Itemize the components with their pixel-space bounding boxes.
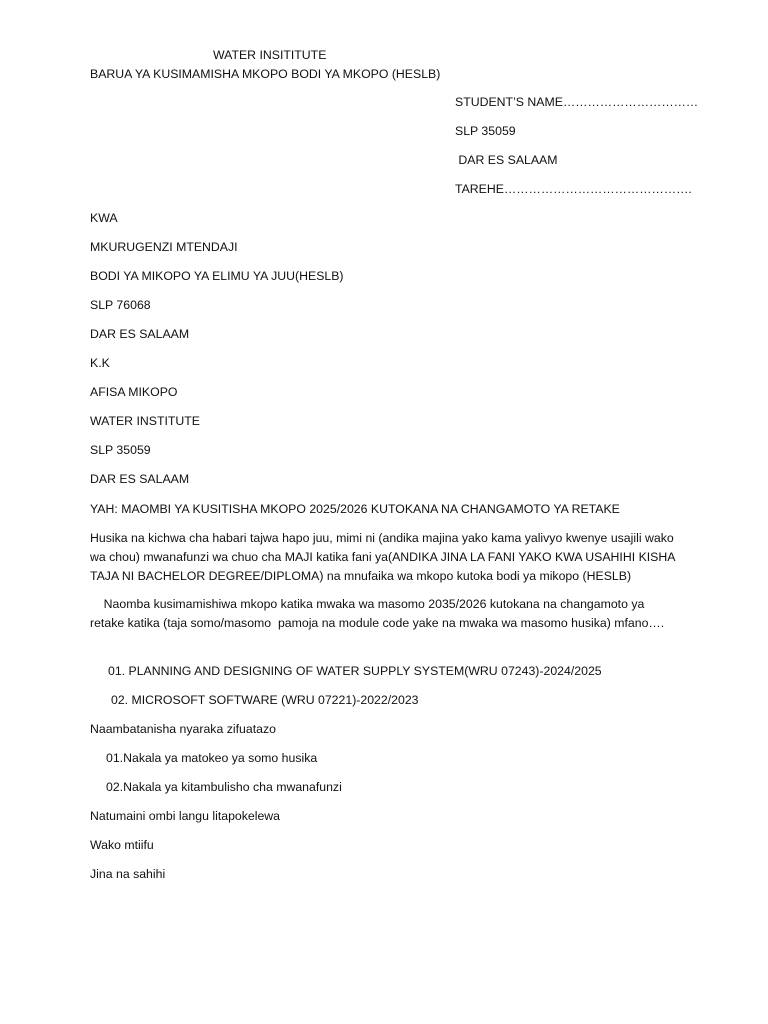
institute-heading: WATER INSITITUTE: [213, 48, 327, 62]
request-paragraph: Naomba kusimamishiwa mkopo katika mwaka wa masomo 2035/2026 kutokana na changamoto ya retake katika (taja somo/masomo pamoja na module code yake na mwaka wa masomo husika) mfano….: [90, 597, 665, 630]
cc-title: AFISA MIKOPO: [90, 385, 178, 399]
recipient-po-box: SLP 76068: [90, 298, 151, 312]
recipient-org: BODI YA MIKOPO YA ELIMU YA JUU(HESLB): [90, 269, 344, 283]
sender-po-box: SLP 35059: [455, 124, 516, 138]
sender-date: TAREHE……………………………………….: [455, 182, 692, 196]
module-item: 01. PLANNING AND DESIGNING OF WATER SUPPLY SYSTEM(WRU 07243)-2024/2025: [108, 664, 602, 678]
attachment-item: 01.Nakala ya matokeo ya somo husika: [106, 751, 318, 765]
recipient-title: MKURUGENZI MTENDAJI: [90, 240, 238, 254]
attachments-intro: Naambatanisha nyaraka zifuatazo: [90, 722, 276, 736]
closing-line: Natumaini ombi langu litapokelewa: [90, 809, 281, 823]
module-item: 02. MICROSOFT SOFTWARE (WRU 07221)-2022/2023: [111, 693, 419, 707]
cc-city: DAR ES SALAAM: [90, 472, 190, 486]
cc-po-box: SLP 35059: [90, 443, 151, 457]
recipient-city: DAR ES SALAAM: [90, 327, 190, 341]
cc-org: WATER INSTITUTE: [90, 414, 200, 428]
sender-city: DAR ES SALAAM: [455, 153, 558, 167]
attachment-item: 02.Nakala ya kitambulisho cha mwanafunzi: [106, 780, 342, 794]
letter-title: BARUA YA KUSIMAMISHA MKOPO BODI YA MKOPO (HESLB): [90, 67, 441, 81]
signature-line: Jina na sahihi: [90, 867, 166, 881]
signoff: Wako mtiifu: [90, 838, 154, 852]
sender-student-name: STUDENT’S NAME……………………………: [455, 95, 699, 109]
recipient-kwa: KWA: [90, 211, 118, 225]
cc-label: K.K: [90, 356, 110, 370]
intro-paragraph: Husika na kichwa cha habari tajwa hapo juu, mimi ni (andika majina yako kama yalivyo kwenye usajili wako wa chou) mwanafunzi wa chuo cha MAJI katika fani ya(ANDIKA JINA LA FANI YAKO KWA USAHIHI KISHA TAJA NI BACHELOR DEGREE/DIPLOMA) na mnufaika wa mkopo kutoka bodi ya mikopo (HESLB): [90, 531, 675, 583]
subject-line: YAH: MAOMBI YA KUSITISHA MKOPO 2025/2026 KUTOKANA NA CHANGAMOTO YA RETAKE: [90, 502, 620, 516]
